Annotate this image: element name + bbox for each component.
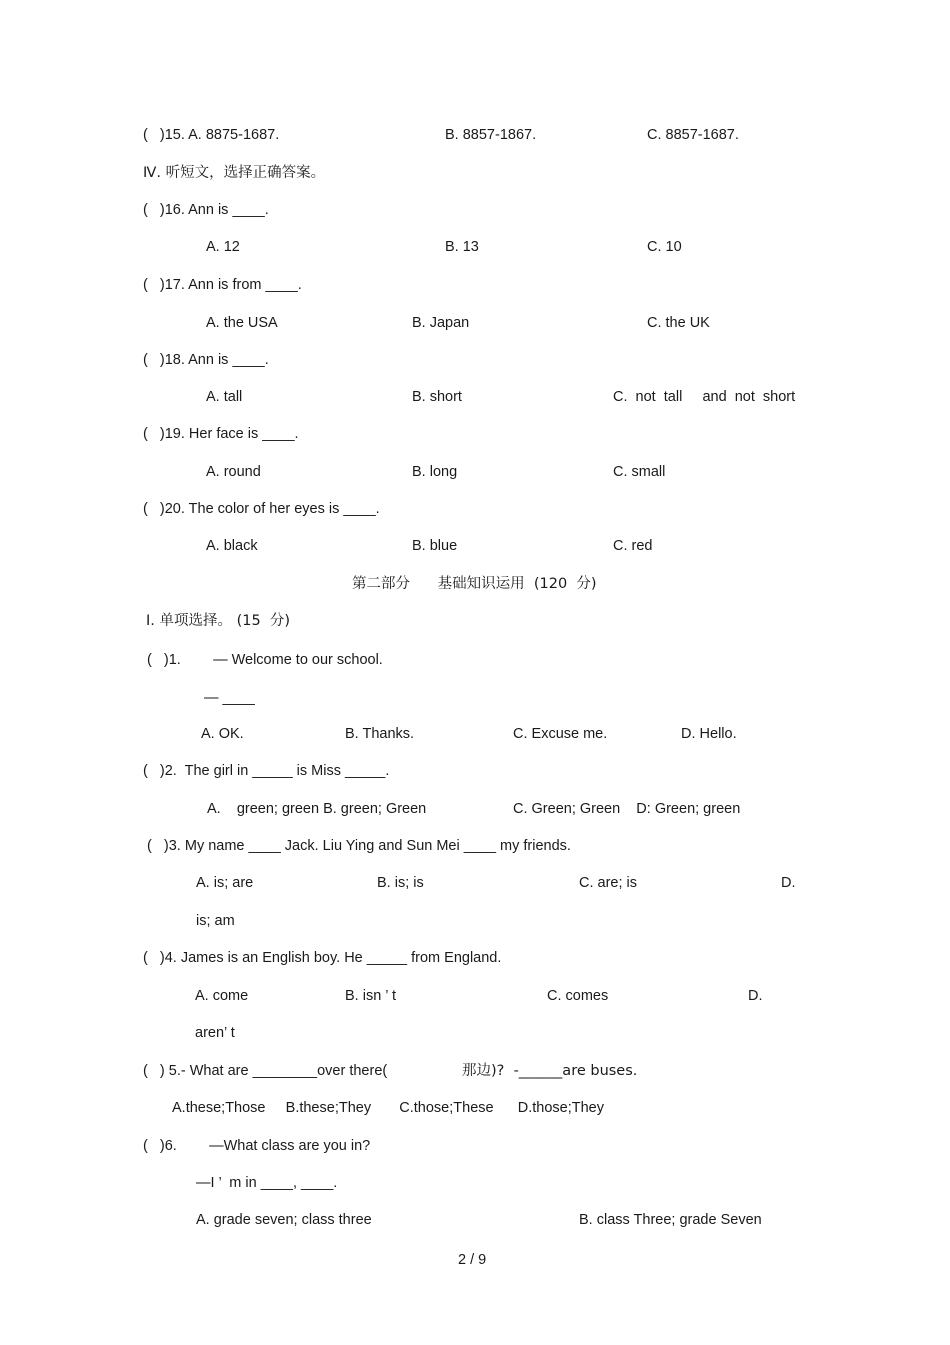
question-4: ( )4. James is an English boy. He _____ from England. (143, 950, 502, 966)
option-18a: A. tall (206, 389, 243, 405)
question-16: ( )16. Ann is ____. (143, 202, 269, 218)
option-3d: D. (781, 875, 796, 891)
option-20b: B. blue (412, 538, 458, 554)
option-19b: B. long (412, 464, 458, 480)
option-4c: C. comes (547, 988, 609, 1004)
question-3: ( )3. My name ____ Jack. Liu Ying and Sun Mei ____ my friends. (147, 838, 571, 854)
option-6b: B. class Three; grade Seven (579, 1212, 762, 1228)
part-two-heading: 第二部分 基础知识运用 (120 分) (352, 576, 597, 592)
option-4d: D. (748, 988, 763, 1004)
option-19a: A. round (206, 464, 261, 480)
option-3b: B. is; is (377, 875, 424, 891)
option-1a: A. OK. (201, 726, 244, 742)
question-20: ( )20. The color of her eyes is ____. (143, 501, 380, 517)
option-2ab: A. green; green B. green; Green (207, 801, 427, 817)
option-20a: A. black (206, 538, 258, 554)
option-17c: C. the UK (647, 315, 710, 331)
question-2: ( )2. The girl in _____ is Miss _____. (143, 763, 390, 779)
option-15b: B. 8857-1867. (445, 127, 537, 143)
option-4d-text: aren’ t (195, 1025, 235, 1041)
option-16c: C. 10 (647, 239, 682, 255)
question-1: ( )1. — Welcome to our school. (147, 652, 383, 668)
option-1c: C. Excuse me. (513, 726, 608, 742)
option-6a: A. grade seven; class three (196, 1212, 372, 1228)
option-18b: B. short (412, 389, 462, 405)
option-16a: A. 12 (206, 239, 240, 255)
option-4b: B. isn ’ t (345, 988, 397, 1004)
option-16b: B. 13 (445, 239, 479, 255)
option-1b: B. Thanks. (345, 726, 415, 742)
question-5: ( ) 5.- What are ________over there( (143, 1063, 388, 1079)
option-3a: A. is; are (196, 875, 254, 891)
option-20c: C. red (613, 538, 653, 554)
options-5: A.these;Those B.these;They C.those;These D.those;They (172, 1100, 604, 1116)
option-17a: A. the USA (206, 315, 278, 331)
question-19: ( )19. Her face is ____. (143, 426, 299, 442)
option-4a: A. come (195, 988, 249, 1004)
option-18c: C. not tall and not short (613, 389, 796, 405)
option-19c: C. small (613, 464, 666, 480)
question-1-response: — ____ (204, 690, 255, 706)
option-3d-text: is; am (196, 913, 235, 929)
option-1d: D. Hello. (681, 726, 737, 742)
question-17: ( )17. Ann is from ____. (143, 277, 302, 293)
option-2cd: C. Green; Green D: Green; green (513, 801, 741, 817)
page-number: 2 / 9 (458, 1252, 487, 1268)
section-i-heading: Ⅰ. 单项选择。 (15 分) (146, 613, 291, 629)
question-6: ( )6. —What class are you in? (143, 1138, 371, 1154)
question-18: ( )18. Ann is ____. (143, 352, 269, 368)
section-iv-heading: Ⅳ. 听短文，选择正确答案。 (143, 165, 326, 181)
question-6-response: —I ’ m in ____, ____. (196, 1175, 338, 1191)
option-17b: B. Japan (412, 315, 470, 331)
question-15: ( )15. A. 8875-1687. (143, 127, 280, 143)
option-3c: C. are; is (579, 875, 638, 891)
question-5-continued: 那边)? -______are buses. (462, 1063, 638, 1079)
option-15c: C. 8857-1687. (647, 127, 739, 143)
